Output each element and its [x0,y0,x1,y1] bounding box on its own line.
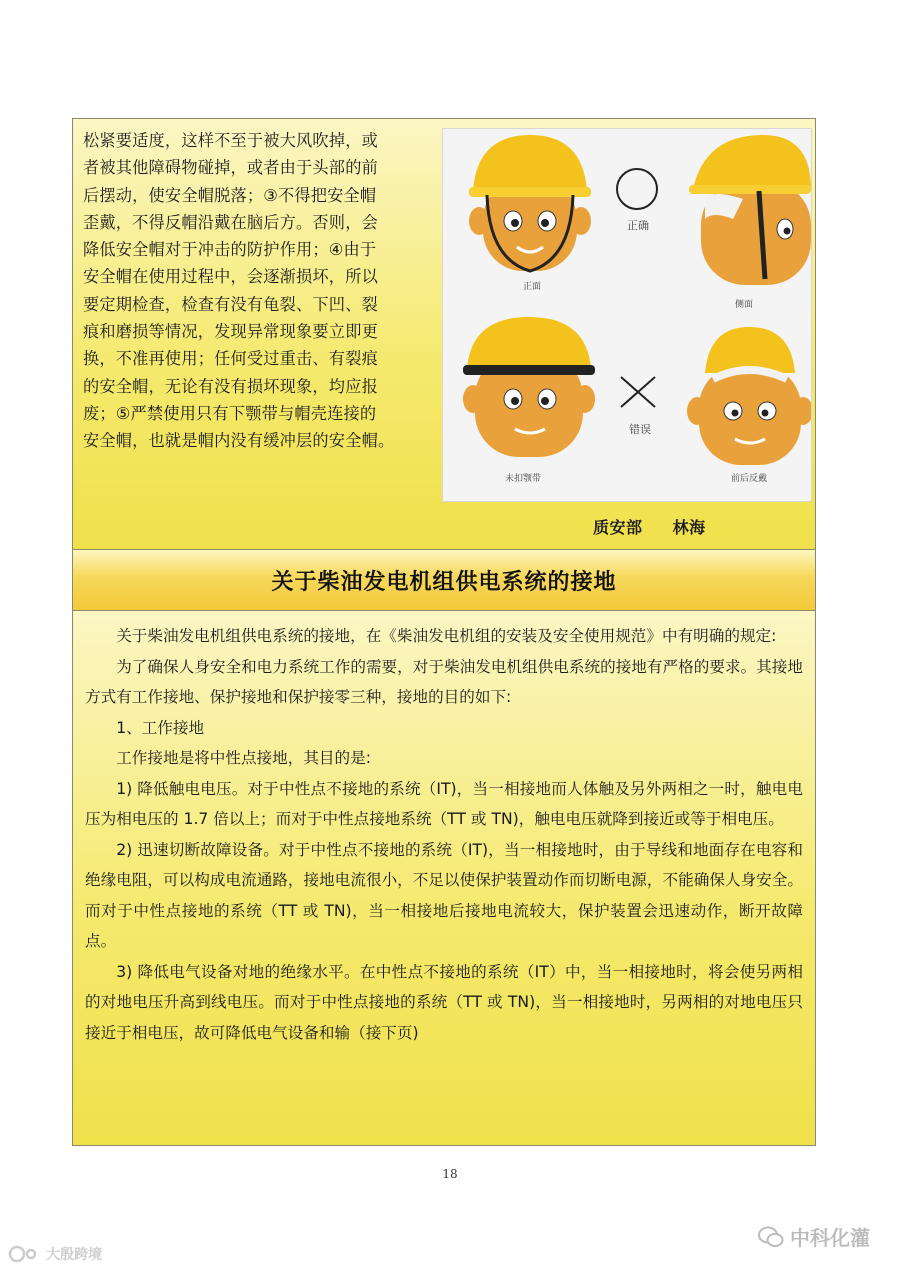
paragraph: 1、工作接地 [116,718,205,737]
helmet-paragraph [83,127,431,455]
brand-logo-icon [8,1245,42,1263]
text-line: 痕和磨损等情况，发现异常现象要立即更 [83,322,378,342]
paragraph: 工作接地是将中性点接地，其目的是: [116,749,371,767]
caption-front: 正面 [523,282,542,292]
reversed-helmet-figure [687,327,811,465]
watermark-left-text: 大殷跨境 [46,1247,102,1263]
helmet-illustration [442,128,812,502]
caption-no-chinstrap: 未扣颚带 [505,474,542,484]
text-line: 换，不准再使用；任何受过重击、有裂痕 [83,349,378,369]
grounding-article-body [85,621,803,1048]
wrong-cross-icon [621,377,655,407]
paragraph: 1) 降低触电电压。对于中性点不接地的系统（IT)，当一相接地而人体触及另外两相之一时，触电电压为相电压的 1.7 倍以上；而对于中性点接地系统（TT 或 TN)，触电电压就降到接近或等于相电压。 [85,779,803,828]
text-line: 要定期检查，检查有没有龟裂、下凹、裂 [83,294,378,314]
correct-circle-icon [617,169,657,209]
no-chinstrap-figure [463,317,595,457]
paragraph: 3) 降低电气设备对地的绝缘水平。在中性点不接地的系统（IT）中，当一相接地时，将会使另两相的对地电压升高到线电压。而对于中性点接地的系统（TT 或 TN)，当一相接地时，另两相的对地电压只接近于相电压，故可降低电气设备和输（接下页) [85,962,803,1042]
signature-name: 林海 [672,518,706,537]
paragraph: 关于柴油发电机组供电系统的接地，在《柴油发电机组的安装及安全使用规范》中有明确的规定: [116,627,777,645]
text-line: 降低安全帽对于冲击的防护作用；④由于 [83,240,377,260]
watermark-right [758,1222,870,1251]
text-line: 松紧要适度，这样不至于被大风吹掉，或 [83,131,378,150]
text-line: 歪戴，不得反帽沿戴在脑后方。否则，会 [83,212,378,232]
front-face-figure [469,135,591,271]
section-title: 关于柴油发电机组供电系统的接地 [271,569,617,595]
section-title-bar [72,550,816,610]
grounding-article-panel [72,610,816,1146]
text-line: 的安全帽，无论有没有损坏现象，均应报 [83,376,378,396]
text-line: 安全帽在使用过程中，会逐渐损坏，所以 [83,267,378,287]
text-line: 后摆动，使安全帽脱落；③不得把安全帽 [83,185,377,205]
paragraph: 为了确保人身安全和电力系统工作的需要，对于柴油发电机组供电系统的接地有严格的要求。其接地方式有工作接地、保护接地和保护接零三种，接地的目的如下: [85,657,803,706]
watermark-left [8,1244,102,1264]
text-line: 废；⑤严禁使用只有下颚带与帽壳连接的 [83,403,377,423]
signature [593,515,706,538]
correct-label: 正确 [627,219,649,232]
wechat-icon [758,1226,784,1248]
side-face-figure [689,135,811,285]
caption-reversed: 前后反戴 [731,474,768,484]
text-line: 安全帽，也就是帽内没有缓冲层的安全帽。 [83,431,395,451]
page-number: 18 [442,1167,458,1181]
caption-side: 侧面 [735,300,754,310]
paragraph: 2) 迅速切断故障设备。对于中性点不接地的系统（IT)，当一相接地时，由于导线和地面存在电容和绝缘电阻，可以构成电流通路，接地电流很小，不足以使保护装置动作而切断电源，不能确保人身安全。而对于中性点接地的系统（TT 或 TN)，当一相接地后接地电流较大，保护装置会迅速动作，断开故障点。 [85,840,803,950]
watermark-right-text: 中科化灌 [790,1226,870,1250]
text-line: 者被其他障碍物碰掉，或者由于头部的前 [83,158,378,178]
signature-department: 质安部 [593,518,643,537]
helmet-article-panel [72,118,816,550]
wrong-label: 错误 [629,423,651,436]
